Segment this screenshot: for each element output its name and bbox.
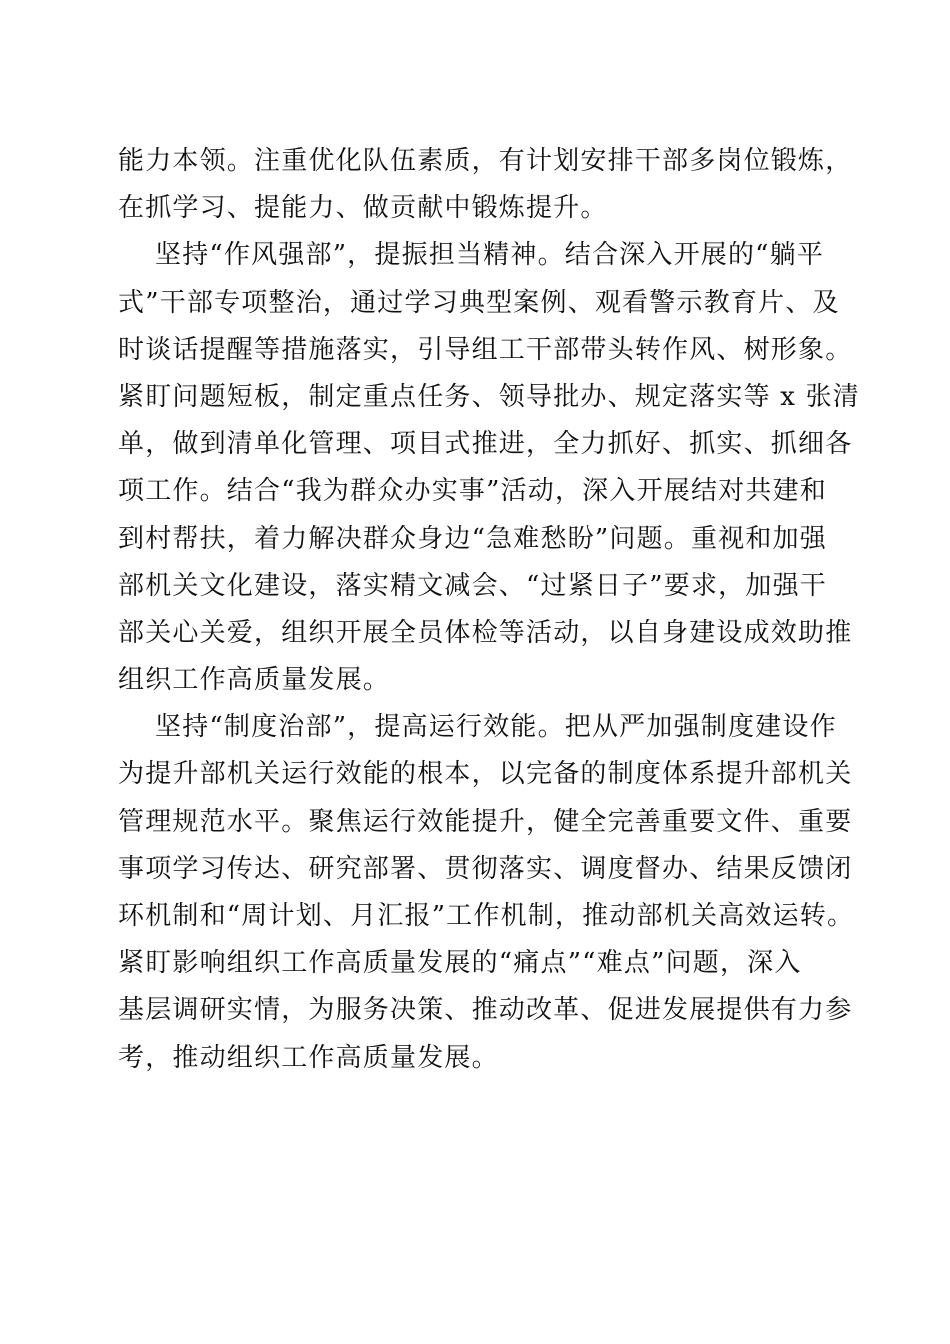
text-line: 到村帮扶，着力解决群众身边“急难愁盼”问题。重视和加强 bbox=[118, 523, 827, 554]
text-line: 单，做到清单化管理、项目式推进，全力抓好、抓实、抓细各 bbox=[118, 429, 853, 460]
text-line: 紧盯问题短板，制定重点任务、领导批办、规定落实等 x 张清 bbox=[118, 381, 860, 412]
paragraph-start-line: 坚持“作风强部”，提振担当精神。结合深入开展的“躺平 bbox=[155, 240, 825, 271]
text-line: 部机关文化建设，落实精文减会、“过紧日子”要求，加强干 bbox=[118, 570, 827, 601]
document-body bbox=[118, 138, 858, 1082]
text-line: 考，推动组织工作高质量发展。 bbox=[118, 1042, 499, 1073]
text-line: 时谈话提醒等措施落实，引导组工干部带头转作风、树形象。 bbox=[118, 334, 853, 365]
text-line: 项工作。结合“我为群众办实事”活动，深入开展结对共建和 bbox=[118, 476, 827, 507]
text-line: 能力本领。注重优化队伍素质，有计划安排干部多岗位锻炼， bbox=[118, 146, 853, 176]
text-line: 组织工作高质量发展。 bbox=[118, 665, 391, 696]
paragraph-start-line: 坚持“制度治部”，提高运行效能。把从严加强制度建设作 bbox=[155, 712, 837, 743]
text-line: 事项学习传达、研究部署、贯彻落实、调度督办、结果反馈闭 bbox=[118, 853, 853, 884]
text-line: 基层调研实情，为服务决策、推动改革、促进发展提供有力参 bbox=[118, 995, 853, 1026]
text-line: 管理规范水平。聚焦运行效能提升，健全完善重要文件、重要 bbox=[118, 806, 853, 837]
text-line: 式”干部专项整治，通过学习典型案例、观看警示教育片、及 bbox=[118, 287, 840, 318]
text-line: 在抓学习、提能力、做贡献中锻炼提升。 bbox=[118, 193, 608, 224]
text-line: 紧盯影响组织工作高质量发展的“痛点”“难点”问题，深入 bbox=[118, 948, 802, 979]
text-line: 为提升部机关运行效能的根本，以完备的制度体系提升部机关 bbox=[118, 759, 853, 790]
text-line: 环机制和“周计划、月汇报”工作机制，推动部机关高效运转。 bbox=[118, 901, 855, 931]
text-line: 部关心关爱，组织开展全员体检等活动，以自身建设成效助推 bbox=[118, 617, 853, 648]
